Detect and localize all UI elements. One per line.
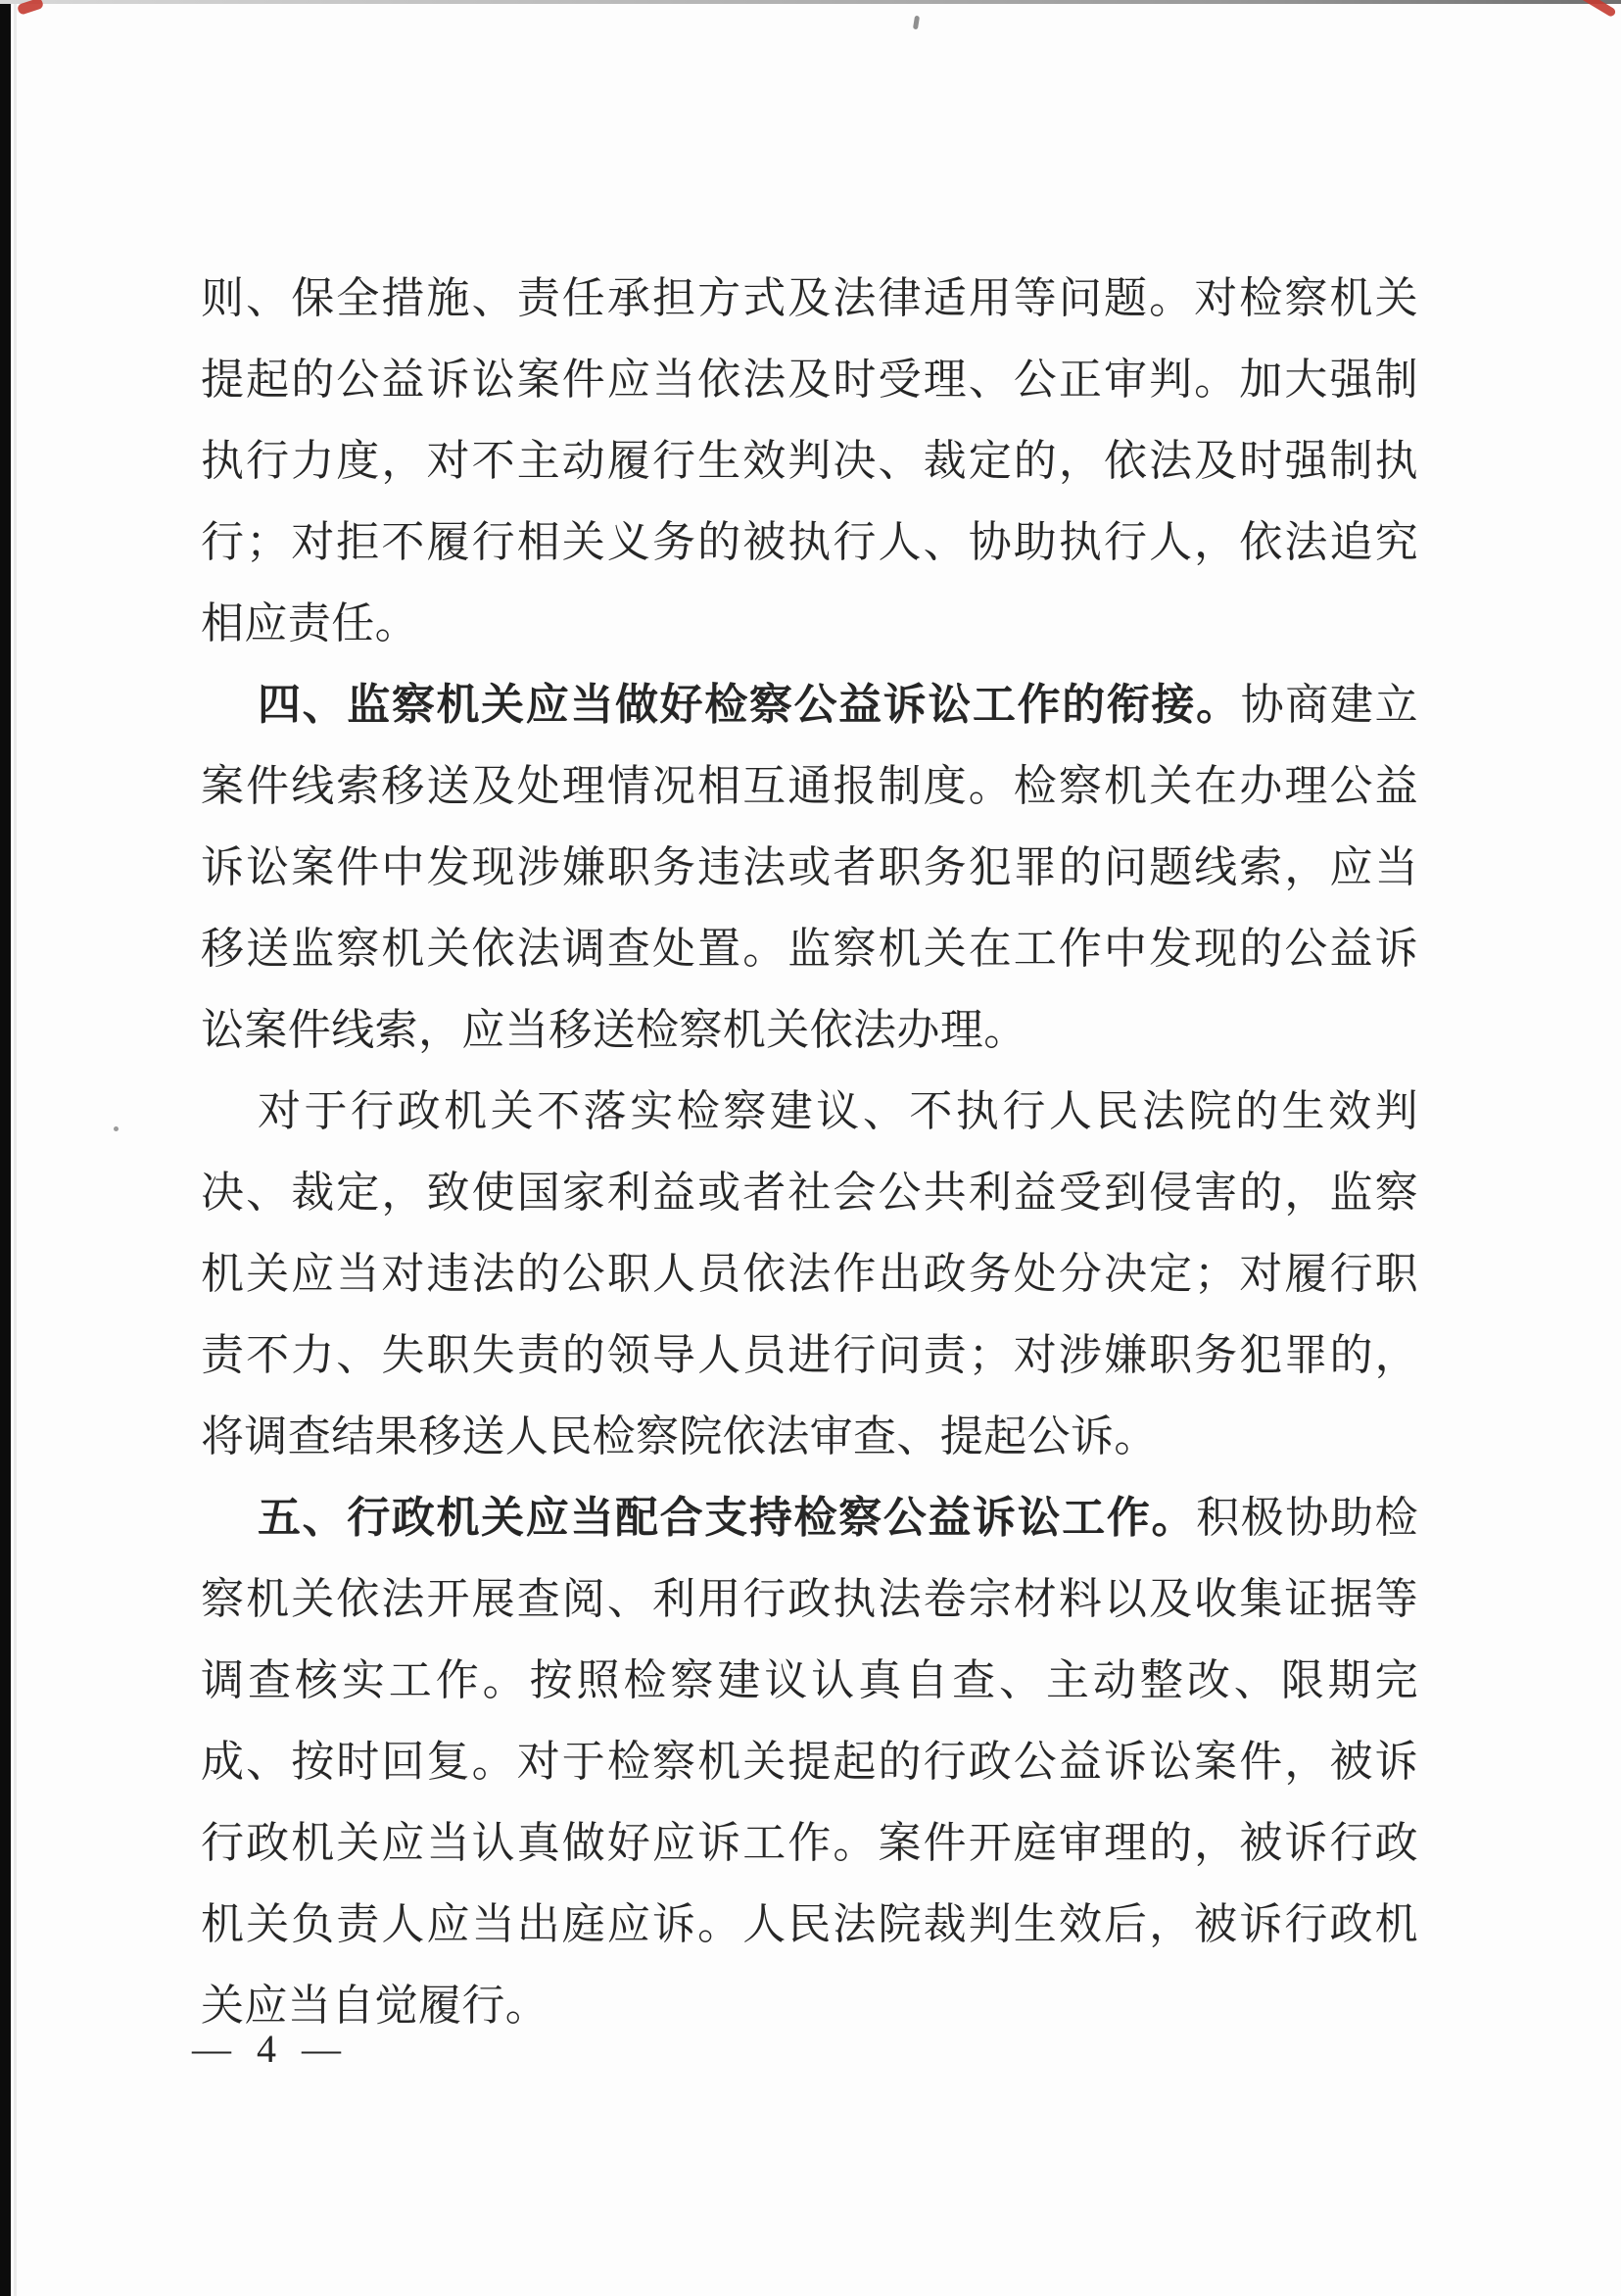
section-heading-text: 五、行政机关应当配合支持检察公益诉讼工作。 [258, 1494, 1197, 1542]
page-number-footer: — 4 — [192, 2027, 349, 2071]
paragraph [201, 258, 1418, 664]
paragraph [201, 664, 1418, 1071]
body-text: 则、保全措施、责任承担方式及法律适用等问题。对检察机关提起的公益诉讼案件应当依法及时受理、公正审判。加大强制执行力度，对不主动履行生效判决、裁定的，依法及时强制执行；对拒不履行相关义务的被执行人、协助执行人，依法追究相应责任。 [201, 274, 1418, 647]
section-heading-text: 四、监察机关应当做好检察公益诉讼工作的衔接。 [258, 681, 1241, 729]
scan-speck-top-center [913, 16, 920, 30]
body-text: 协商建立案件线索移送及处理情况相互通报制度。检察机关在办理公益诉讼案件中发现涉嫌职务违法或者职务犯罪的问题线索，应当移送监察机关依法调查处置。监察机关在工作中发现的公益诉讼案件线索，应当移送检察机关依法办理。 [201, 681, 1418, 1054]
scan-speck-left-margin [114, 1126, 119, 1131]
scan-edge-shadow-line [14, 0, 17, 2296]
paragraph [201, 1071, 1418, 1477]
body-text: 积极协助检察机关依法开展查阅、利用行政执法卷宗材料以及收集证据等调查核实工作。按照检察建议认真自查、主动整改、限期完成、按时回复。对于检察机关提起的行政公益诉讼案件，被诉行政机关应当认真做好应诉工作。案件开庭审理的，被诉行政机关负责人应当出庭应诉。人民法院裁判生效后，被诉行政机关应当自觉履行。 [201, 1494, 1419, 2030]
scan-edge-black-strip [0, 0, 11, 2296]
scan-top-edge-line [0, 0, 1621, 4]
body-text: 对于行政机关不落实检察建议、不执行人民法院的生效判决、裁定，致使国家利益或者社会公共利益受到侵害的，监察机关应当对违法的公职人员依法作出政务处分决定；对履行职责不力、失职失责的领导人员进行问责；对涉嫌职务犯罪的，将调查结果移送人民检察院依法审查、提起公诉。 [201, 1087, 1418, 1460]
document-body-text [201, 258, 1418, 2046]
paragraph [201, 1477, 1418, 2046]
